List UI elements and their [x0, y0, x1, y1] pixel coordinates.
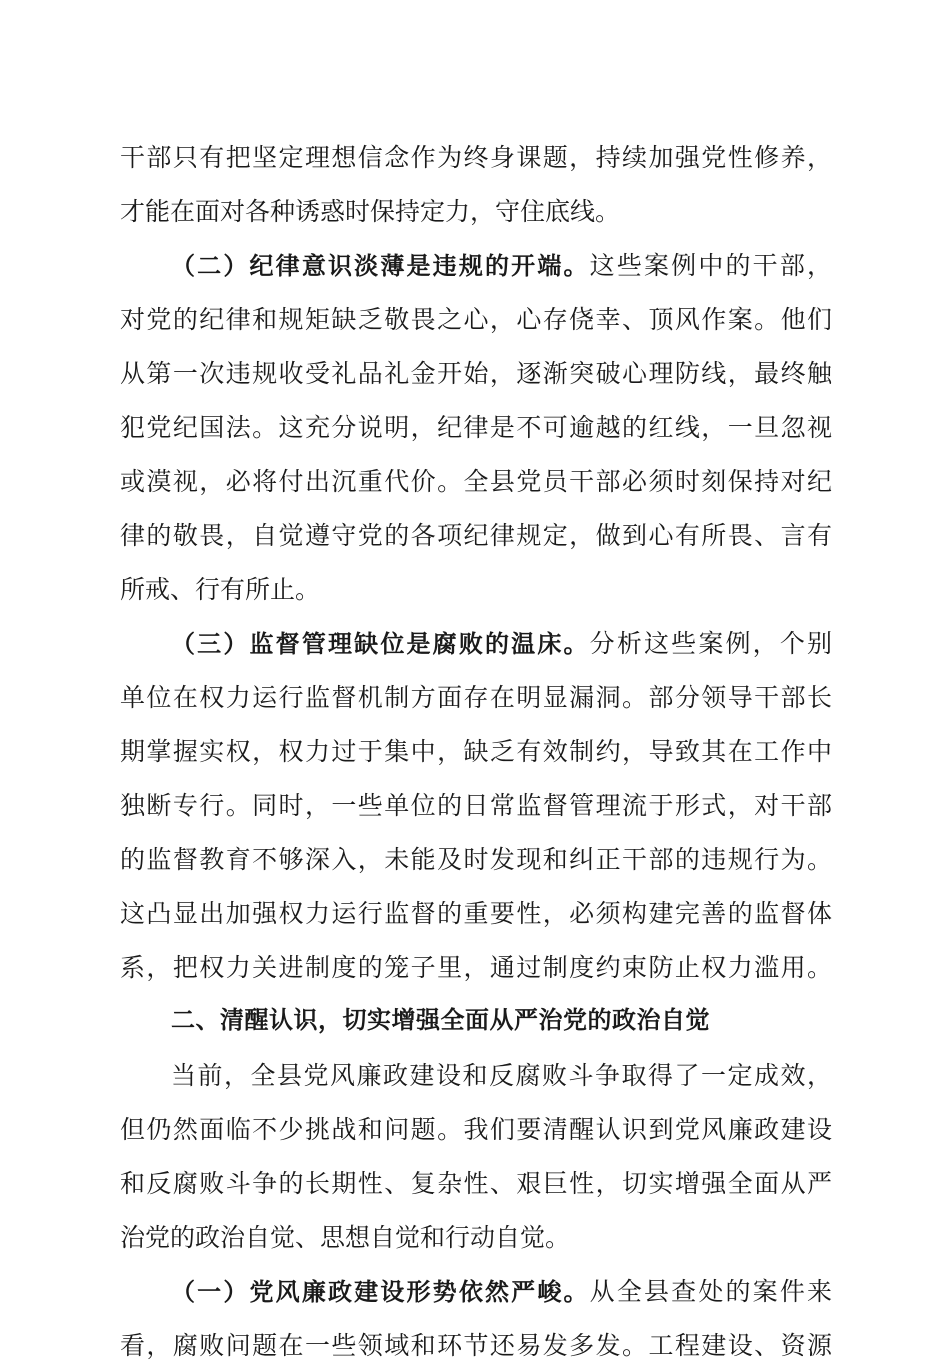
text-line: 期掌握实权，权力过于集中，缺乏有效制约，导致其在工作中 — [120, 737, 832, 766]
text-line: 干部只有把坚定理想信念作为终身课题，持续加强党性修养， — [120, 143, 832, 172]
paragraph-first-line — [171, 624, 832, 664]
text-line: 所戒、行有所止。 — [120, 575, 321, 604]
text-line: 律的敬畏，自觉遵守党的各项纪律规定，做到心有所畏、言有 — [120, 521, 832, 550]
section-lead: （三）监督管理缺位是腐败的温床。 — [171, 630, 590, 658]
text-line: 犯党纪国法。这充分说明，纪律是不可逾越的红线，一旦忽视 — [120, 413, 832, 442]
text-run: 分析这些案例，个别 — [589, 629, 832, 658]
text-line: 这凸显出加强权力运行监督的重要性，必须构建完善的监督体 — [120, 899, 832, 928]
text-line: 从第一次违规收受礼品礼金开始，逐渐突破心理防线，最终触 — [120, 359, 832, 388]
text-line: 治党的政治自觉、思想自觉和行动自觉。 — [120, 1223, 571, 1252]
text-line: 系，把权力关进制度的笼子里，通过制度约束防止权力滥用。 — [120, 953, 832, 982]
text-line: 或漠视，必将付出沉重代价。全县党员干部必须时刻保持对纪 — [120, 467, 832, 496]
text-line: 和反腐败斗争的长期性、复杂性、艰巨性，切实增强全面从严 — [120, 1169, 832, 1198]
text-run: 这些案例中的干部， — [589, 251, 832, 280]
text-line: 才能在面对各种诱惑时保持定力，守住底线。 — [120, 197, 621, 226]
text-line: 独断专行。同时，一些单位的日常监督管理流于形式，对干部 — [120, 791, 832, 820]
section-heading: 二、清醒认识，切实增强全面从严治党的政治自觉 — [171, 1006, 710, 1034]
text-run: 从全县查处的案件来 — [589, 1277, 832, 1306]
section-lead: （一）党风廉政建设形势依然严峻。 — [171, 1278, 590, 1306]
text-line: 但仍然面临不少挑战和问题。我们要清醒认识到党风廉政建设 — [120, 1115, 832, 1144]
text-line: 的监督教育不够深入，未能及时发现和纠正干部的违规行为。 — [120, 845, 832, 874]
paragraph-first-line — [171, 246, 832, 286]
paragraph-first-line — [171, 1272, 832, 1312]
section-lead: （二）纪律意识淡薄是违规的开端。 — [171, 252, 590, 280]
paragraph-first-line: 当前，全县党风廉政建设和反腐败斗争取得了一定成效， — [171, 1061, 832, 1090]
text-line: 对党的纪律和规矩缺乏敬畏之心，心存侥幸、顶风作案。他们 — [120, 305, 832, 334]
text-line: 单位在权力运行监督机制方面存在明显漏洞。部分领导干部长 — [120, 683, 832, 712]
text-line: 看，腐败问题在一些领域和环节还易发多发。工程建设、资源 — [120, 1331, 832, 1360]
